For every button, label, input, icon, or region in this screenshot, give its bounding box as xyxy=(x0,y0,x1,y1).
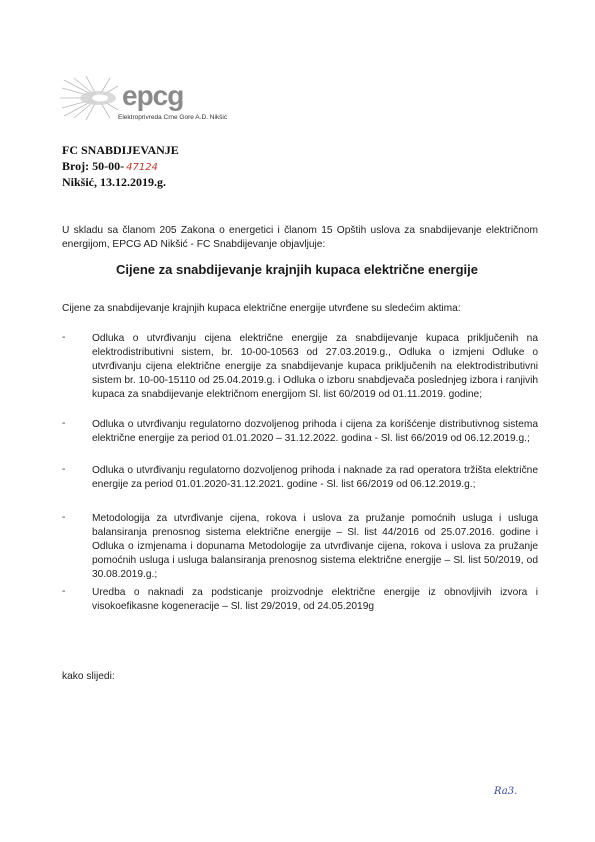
epcg-logo xyxy=(60,76,270,126)
logo-wordmark: epcg xyxy=(122,80,184,111)
bullet-marker: - xyxy=(62,332,66,343)
header-unit: FC SNABDIJEVANJE xyxy=(62,143,179,157)
lead-paragraph: Cijene za snabdijevanje krajnjih kupaca električne energije utvrđene su sledećim aktima: xyxy=(62,303,461,314)
header-number-label: Broj: 50-00- xyxy=(62,159,125,173)
bullet-marker: - xyxy=(62,464,66,475)
bullet-marker: - xyxy=(62,512,66,523)
bullet-marker: - xyxy=(62,418,66,429)
handwritten-signature: Ra3. xyxy=(494,786,518,797)
closing-text: kako slijedi: xyxy=(62,671,115,682)
intro-paragraph: U skladu sa članom 205 Zakona o energetici i članom 15 Opštih uslova za snabdijevanje električnom energijom, EPCG AD Nikšić - FC Snabdijevanje objavljuje: xyxy=(62,225,538,250)
bullet-marker: - xyxy=(62,586,66,597)
logo-company-name: Elektroprivreda Crne Gore A.D. Nikšić xyxy=(118,114,228,121)
document-title: Cijene za snabdijevanje krajnjih kupaca električne energije xyxy=(116,262,478,277)
list-item: Odluka o utvrđivanju regulatorno dozvoljenog prihoda i cijena za korišćenje distributivnog sistema električne energije za period 01.01.2020 – 31.12.2022. godina - Sl. list 66/2019 od 06.12.2019.g.; xyxy=(92,419,538,444)
list-item: Metodologija za utvrđivanje cijena, rokova i uslova za pružanje pomoćnih usluga i usluga balansiranja prenosnog sistema električne energije – Sl. list 44/2016 od 25.07.2016. godine i Odluka o izmjenama i dopunama Metodologije za utvrđivanje cijena, rokova i uslova za pružanje pomoćnih usluga i usluga balansiranja prenosnog sistema električne energije – Sl. list 50/2019, od 30.08.2019.g.; xyxy=(92,513,538,580)
header-place-date: Nikšić, 13.12.2019.g. xyxy=(62,175,167,189)
header-number xyxy=(62,159,158,174)
list-item: Uredba o naknadi za podsticanje proizvodnje električne energije iz obnovljivih izvora i visokoefikasne kogeneracije – Sl. list 29/2019, od 24.05.2019g xyxy=(92,587,538,612)
list-item: Odluka o utvrđivanju cijena električne energije za snabdijevanje kupaca priključenih na elektrodistributivni sistem, br. 10-00-10563 od 27.03.2019.g., Odluka o izmjeni Odluke o utvrđivanju cijena električne energije za snabdijevanje kupaca priključenih na elektrodistributivni sistem br. 10-00-15110 od 25.04.2019.g. i Odluka o izboru snabdjevača poslednjeg izbora i ranjivih kupaca za snabdijevanje električnom energijom Sl. list 60/2019 od 01.11.2019. godine; xyxy=(92,333,538,400)
list-item: Odluka o utvrđivanju regulatorno dozvoljenog prihoda i naknade za rad operatora tržišta električne energije za period 01.01.2020-31.12.2021. godine - Sl. list 66/2019 od 06.12.2019.g.; xyxy=(92,465,538,490)
handwritten-number: 47124 xyxy=(126,162,158,173)
